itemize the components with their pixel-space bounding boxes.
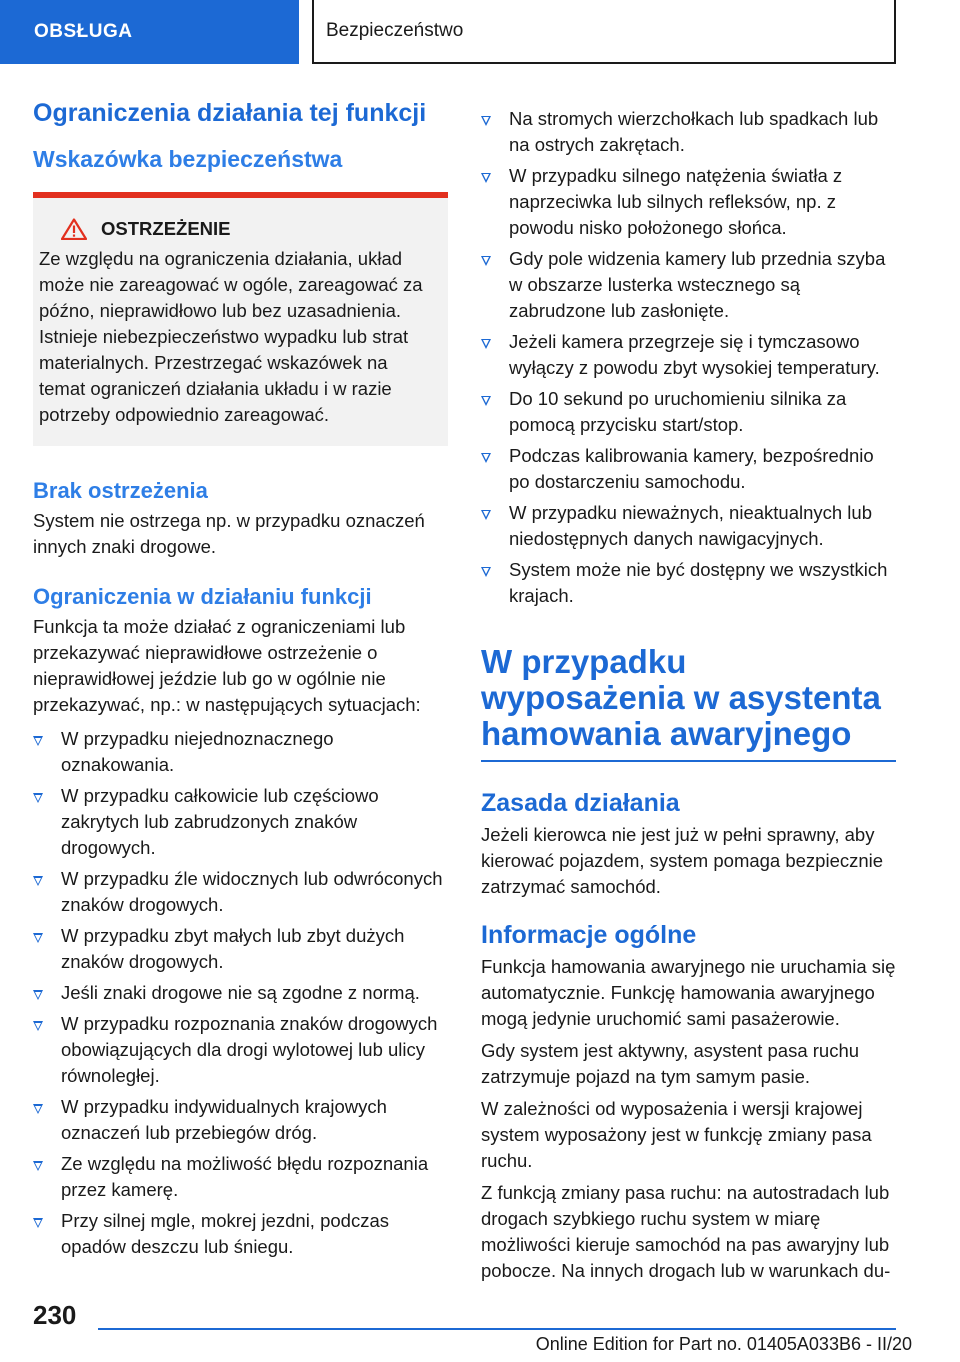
- section-title: Ograniczenia działania tej funkcji: [33, 99, 427, 127]
- triangle-bullet-icon: [481, 116, 491, 126]
- limits-heading: Ograniczenia w działaniu funkcji: [33, 583, 372, 609]
- triangle-bullet-icon: [481, 453, 491, 463]
- list-item: Ze względu na możliwość błędu rozpoznania przez kamerę.: [33, 1151, 448, 1203]
- list-item: W przypadku nieważnych, nieaktualnych lub niedostępnych danych nawigacyjnych.: [481, 500, 896, 552]
- triangle-bullet-icon: [481, 173, 491, 183]
- no-warning-heading: Brak ostrzeżenia: [33, 477, 208, 503]
- triangle-bullet-icon: [33, 736, 43, 746]
- list-item: Do 10 sekund po uruchomieniu silnika za pomocą przycisku start/stop.: [481, 386, 896, 438]
- list-item: W przypadku źle widocznych lub odwróconych znaków drogowych.: [33, 866, 448, 918]
- triangle-bullet-icon: [33, 876, 43, 886]
- limits-text: Funkcja ta może działać z ograniczeniami lub przekazywać nieprawidłowe ostrzeżenie o nieprawidłowej jeździe lub go w ogólnie nie przekazywać, np.: w następujących sytuacjach:: [33, 616, 421, 716]
- triangle-bullet-icon: [33, 1021, 43, 1031]
- triangle-bullet-icon: [481, 396, 491, 406]
- general-paragraph-4: Z funkcją zmiany pasa ruchu: na autostradach lub drogach szybkiego ruchu system w miarę możliwości kieruje samochód na pas awaryjny lub pobocze. Na innych drogach lub w warunkach du-: [481, 1182, 891, 1281]
- warning-text: Ze względu na ograniczenia działania, układ może nie zareagować w ogóle, zareagować za późno, nieprawidłowo lub bez uzasadnienia. Istnieje niebezpieczeństwo wypadku lub strat materialnych. Przestrzegać wskazówek na temat ograniczeń działania układu i w razie potrzeby odpowiednio zareagować.: [39, 247, 423, 425]
- limits-list-continued: [481, 106, 896, 609]
- header-section: OBSŁUGA: [0, 0, 299, 64]
- list-item: W przypadku rozpoznania znaków drogowych obowiązujących dla drogi wylotowej lub ulicy równoległej.: [33, 1011, 448, 1089]
- list-item: Na stromych wierzchołkach lub spadkach lub na ostrych zakrętach.: [481, 106, 896, 158]
- list-item: W przypadku silnego natężenia światła z naprzeciwka lub silnych refleksów, np. z powodu nisko położonego słońca.: [481, 163, 896, 241]
- triangle-bullet-icon: [481, 510, 491, 520]
- principle-heading: Zasada działania: [481, 789, 680, 817]
- triangle-bullet-icon: [481, 567, 491, 577]
- triangle-bullet-icon: [33, 1161, 43, 1171]
- list-item: Przy silnej mgle, mokrej jezdni, podczas opadów deszczu lub śniegu.: [33, 1208, 448, 1260]
- limits-list: [33, 726, 448, 1260]
- general-paragraph-1: Funkcja hamowania awaryjnego nie uruchamia się automatycznie. Funkcję hamowania awaryjnego mogą jedynie uruchomić sami pasażerowie.: [481, 956, 896, 1029]
- general-heading: Informacje ogólne: [481, 921, 697, 949]
- list-item: Jeżeli kamera przegrzeje się i tymczasowo wyłączy z powodu zbyt wysokiej temperatury.: [481, 329, 896, 381]
- warning-box: [33, 192, 448, 446]
- warning-title: OSTRZEŻENIE: [101, 217, 231, 239]
- chapter-title: W przypadku wyposażenia w asystenta hamowania awaryjnego: [481, 644, 896, 762]
- list-item: Jeśli znaki drogowe nie są zgodne z normą.: [33, 980, 448, 1006]
- general-paragraph-3: W zależności od wyposażenia i wersji krajowej system wyposażony jest w funkcję zmiany pasa ruchu.: [481, 1098, 872, 1171]
- triangle-bullet-icon: [33, 793, 43, 803]
- right-column: [481, 106, 896, 1284]
- list-item: W przypadku indywidualnych krajowych oznaczeń lub przebiegów dróg.: [33, 1094, 448, 1146]
- triangle-bullet-icon: [481, 256, 491, 266]
- footer-edition: Online Edition for Part no. 01405A033B6 - II/20: [535, 1334, 912, 1354]
- page-number: 230: [33, 1300, 77, 1330]
- list-item: W przypadku zbyt małych lub zbyt dużych znaków drogowych.: [33, 923, 448, 975]
- no-warning-text: System nie ostrzega np. w przypadku oznaczeń innych znaki drogowe.: [33, 509, 425, 557]
- list-item: System może nie być dostępny we wszystkich krajach.: [481, 557, 896, 609]
- list-item: Gdy pole widzenia kamery lub przednia szyba w obszarze lusterka wstecznego są zabrudzone lub zasłonięte.: [481, 246, 896, 324]
- footer-divider: [98, 1328, 896, 1330]
- safety-heading: Wskazówka bezpieczeństwa: [33, 146, 343, 172]
- triangle-bullet-icon: [33, 933, 43, 943]
- triangle-bullet-icon: [33, 1104, 43, 1114]
- list-item: Podczas kalibrowania kamery, bezpośrednio po dostarczeniu samochodu.: [481, 443, 896, 495]
- triangle-bullet-icon: [481, 339, 491, 349]
- triangle-bullet-icon: [33, 990, 43, 1000]
- general-paragraph-2: Gdy system jest aktywny, asystent pasa ruchu zatrzymuje pojazd na tym samym pasie.: [481, 1040, 860, 1087]
- list-item: W przypadku całkowicie lub częściowo zakrytych lub zabrudzonych znaków drogowych.: [33, 783, 448, 861]
- principle-text: Jeżeli kierowca nie jest już w pełni sprawny, aby kierować pojazdem, system pomaga bezpiecznie zatrzymać samochód.: [481, 824, 884, 897]
- warning-triangle-icon: [61, 218, 87, 240]
- header-chapter: Bezpieczeństwo: [312, 0, 896, 64]
- left-column: [33, 98, 448, 1265]
- triangle-bullet-icon: [33, 1218, 43, 1228]
- list-item: W przypadku niejednoznacznego oznakowania.: [33, 726, 448, 778]
